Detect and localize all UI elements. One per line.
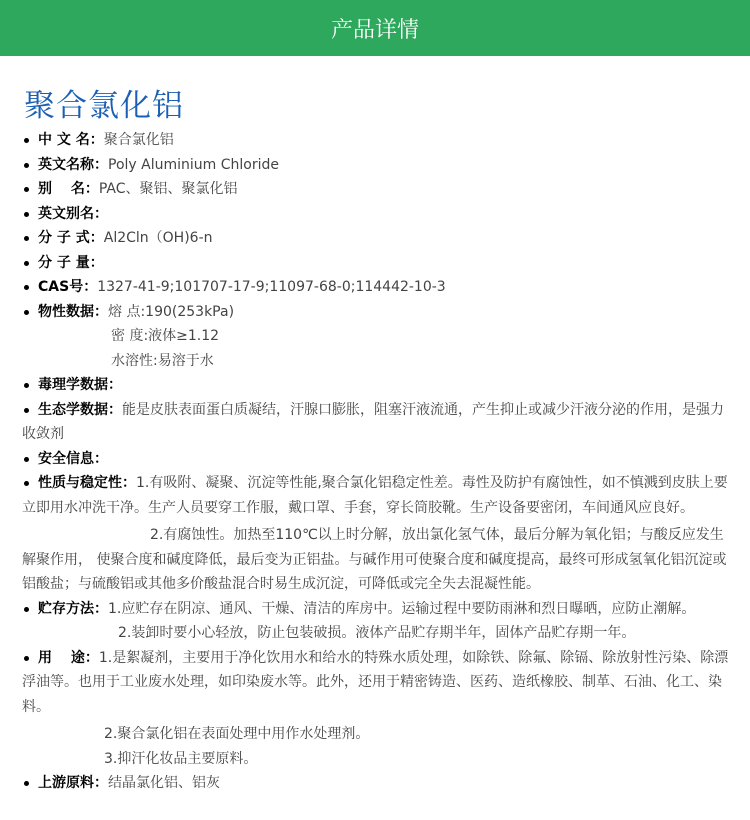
prop-usage-3 <box>22 747 734 772</box>
prop-toxicology <box>22 373 734 398</box>
prop-usage <box>22 646 734 720</box>
prop-value: PAC、聚铝、聚氯化铝 <box>98 181 238 197</box>
prop-label: 中 文 名： <box>38 132 104 148</box>
prop-label: 生态学数据： <box>38 401 122 418</box>
usage-paragraph-2: 2.聚合氯化铝在表面处理中用作水处理剂。 <box>104 726 370 742</box>
prop-value: 1327-41-9;101707-17-9;11097-68-0;114442-10-3 <box>97 279 446 295</box>
stability-paragraph-1: 1.有吸附、凝聚、沉淀等性能,聚合氯化铝稳定性差。毒性及防护有腐蚀性，如不慎溅到皮肤上要立即用水冲洗干净。生产人员要穿工作服，戴口罩、手套，穿长筒胶靴。生产设备要密闭，车间通风应良好。 <box>22 475 728 516</box>
header-banner <box>0 0 750 56</box>
prop-usage-2 <box>22 722 734 747</box>
prop-upstream <box>22 771 734 796</box>
prop-label: 贮存方法： <box>38 600 108 617</box>
prop-label: 分 子 量： <box>38 254 104 271</box>
prop-value: 结晶氯化铝、铝灰 <box>108 775 220 791</box>
prop-label: 英文别名： <box>38 205 108 222</box>
prop-alias <box>22 177 734 202</box>
prop-physical-solubility-row <box>22 349 734 374</box>
prop-physical <box>22 300 734 325</box>
prop-label: 用 途： <box>38 649 99 666</box>
product-title: 聚合氯化铝 <box>24 88 184 124</box>
prop-label: 上游原料： <box>38 775 108 791</box>
prop-en-name <box>22 153 734 178</box>
prop-label: 安全信息： <box>38 450 108 467</box>
usage-paragraph-3: 3.抑汗化妆品主要原料。 <box>104 750 258 767</box>
product-properties <box>22 128 734 796</box>
prop-label: 别 名： <box>38 181 99 197</box>
prop-stability <box>22 471 734 520</box>
prop-value: Poly Aluminium Chloride <box>108 156 279 173</box>
storage-paragraph-2: 2.装卸时要小心轻放，防止包装破损。液体产品贮存期半年，固体产品贮存期一年。 <box>118 625 636 641</box>
prop-value: 聚合氯化铝 <box>103 132 174 148</box>
prop-physical-density-row <box>22 324 734 349</box>
prop-weight <box>22 251 734 276</box>
prop-label: 毒理学数据： <box>38 377 122 393</box>
prop-label: 物性数据： <box>38 303 108 320</box>
prop-storage <box>22 597 734 622</box>
prop-label: CAS号： <box>38 279 98 295</box>
prop-label: 分 子 式： <box>38 230 104 246</box>
prop-en-alias <box>22 202 734 227</box>
usage-paragraph-1: 1.是絮凝剂，主要用于净化饮用水和给水的特殊水质处理，如除铁、除氟、除镉、除放射性污染、除漂浮油等。也用于工业废水处理，如印染废水等。此外，还用于精密铸造、医药、造纸橡胶、制革、石油、化工、染料。 <box>22 649 729 715</box>
prop-cn-name <box>22 128 734 153</box>
prop-cas <box>22 275 734 300</box>
stability-paragraph-2: 2.有腐蚀性。加热至110℃以上时分解，放出氯化氢气体，最后分解为氧化铝；与酸反应发生解聚作用， 使聚合度和碱度降低，最后变为正铝盐。与碱作用可使聚合度和碱度提高，最终可形成氢氧化铝沉淀或铝酸盐；与硫酸铝或其他多价酸盐混合时易生成沉淀，可降低或完全失去混凝性能。 <box>22 527 727 592</box>
physical-melting-point: 熔 点:190(253kPa) <box>108 303 235 320</box>
header-title: 产品详情 <box>330 17 419 43</box>
prop-storage-2 <box>22 621 734 646</box>
prop-safety <box>22 447 734 472</box>
prop-value: 能是皮肤表面蛋白质凝结，汗腺口膨胀，阻塞汗液流通，产生抑止或减少汗液分泌的作用，是强力收敛剂 <box>22 401 724 442</box>
prop-formula <box>22 226 734 251</box>
physical-solubility: 水溶性:易溶于水 <box>111 352 214 369</box>
prop-label: 英文名称： <box>38 156 108 173</box>
storage-paragraph-1: 1.应贮存在阴凉、通风、干燥、清洁的库房中。运输过程中要防雨淋和烈日曝晒，应防止潮解。 <box>108 600 696 617</box>
prop-stability-2 <box>22 523 734 597</box>
prop-value: Al2Cln（OH)6-n <box>103 230 213 246</box>
physical-density: 密 度:液体≥1.12 <box>111 328 220 344</box>
prop-label: 性质与稳定性： <box>38 475 136 491</box>
prop-ecology <box>22 398 734 447</box>
